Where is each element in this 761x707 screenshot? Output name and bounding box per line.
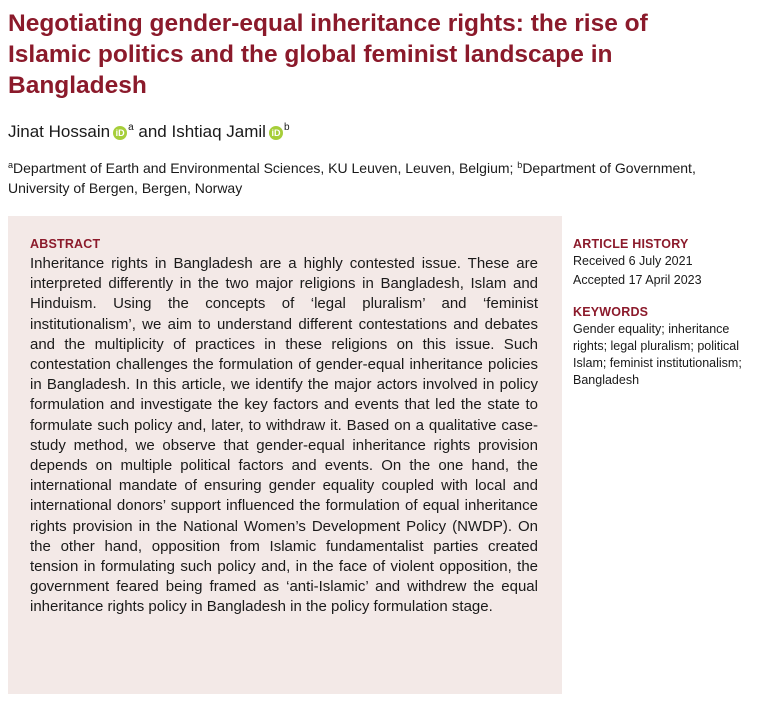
- affiliation-mark: a: [8, 160, 14, 170]
- abstract-text: Inheritance rights in Bangladesh are a highly contested issue. These are interpreted differently in the two major religions in Bangladesh, Islam and Hinduism. Using the concepts of ‘legal pluralism’ and ‘feminist institutionalism’, we aim to understand different contestations and debates and the multiplicity of practices in these religions on this issue. Such contestation challenges the formulation of gender-equal inheritance policies in Bangladesh. In this article, we identify the major actors involved in policy formulation and investigate the key factors and events that led the state to formulate such policy and, later, to withdraw it. Based on a qualitative case-study method, we observe that gender-equal inheritance rights provision depends on multiple political factors and events. On the one hand, the international mandate of ensuring gender equality coupled with local and international donors’ support influenced the formulation of equal inheritance rights provision in the National Women’s Development Policy (NWDP). On the other hand, opposition from Islamic fundamentalist parties created tension in formulating such policy and, in the face of violent opposition, the government feared being framed as ‘anti-Islamic’ and withdrew the equal inheritance rights policy in Bangladesh in the policy formulation stage.: [30, 255, 538, 616]
- article-history: [573, 237, 758, 289]
- keywords-heading: KEYWORDS: [573, 305, 649, 319]
- author-name[interactable]: Jinat Hossain: [8, 122, 111, 141]
- accepted-date: Accepted 17 April 2023: [573, 273, 702, 287]
- author-name[interactable]: Ishtiaq Jamil: [171, 122, 266, 141]
- received-date: Received 6 July 2021: [573, 254, 693, 268]
- keywords-section: [573, 305, 758, 389]
- affiliation-mark: a: [128, 122, 134, 133]
- affiliations: [8, 156, 708, 198]
- article-history-heading: ARTICLE HISTORY: [573, 237, 689, 251]
- affiliation-mark: b: [283, 122, 290, 133]
- orcid-icon[interactable]: iD: [269, 126, 283, 140]
- abstract-heading: ABSTRACT: [30, 237, 101, 251]
- keywords-list: Gender equality; inheritance rights; legal pluralism; political Islam; feminist institutionalism; Bangladesh: [573, 322, 742, 387]
- affiliation-text: Department of Government, University of Bergen, Bergen, Norway: [8, 160, 696, 196]
- affiliation-mark: b: [517, 160, 523, 170]
- author-list: [8, 117, 290, 143]
- article-title: Negotiating gender-equal inheritance rights: the rise of Islamic politics and the global feminist landscape in Bangladesh: [8, 10, 648, 99]
- affiliation-text: Department of Earth and Environmental Sciences, KU Leuven, Leuven, Belgium;: [13, 160, 514, 176]
- author-joiner: and: [138, 122, 167, 141]
- orcid-icon[interactable]: iD: [113, 126, 127, 140]
